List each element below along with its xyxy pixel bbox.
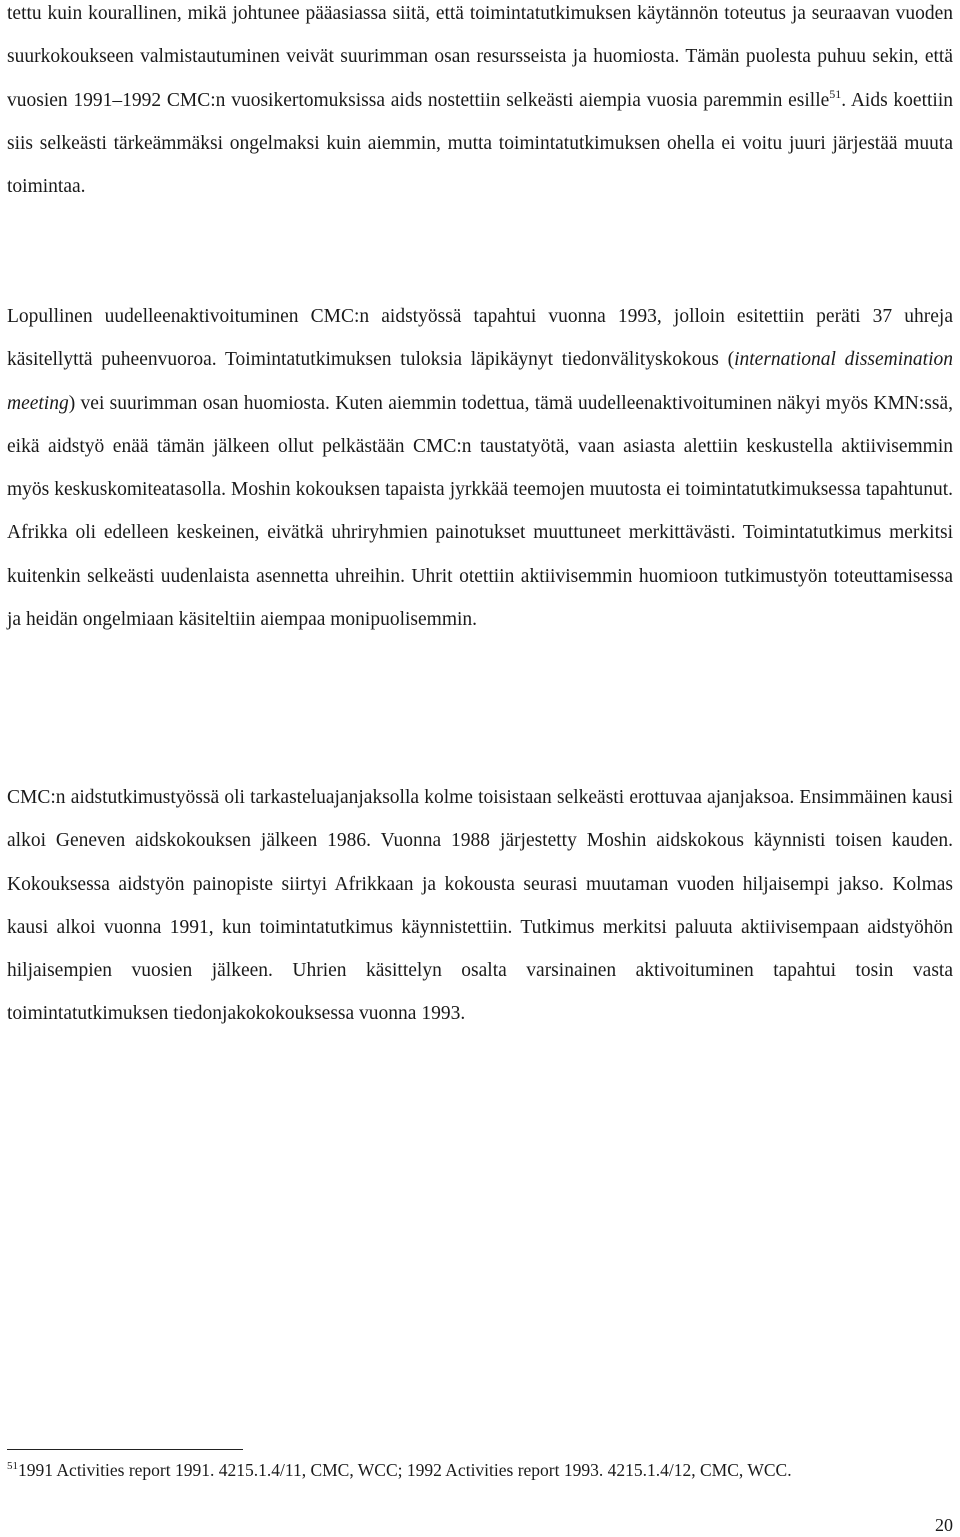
footnote-number: 51 bbox=[7, 1460, 18, 1472]
page-number: 20 bbox=[935, 1515, 953, 1535]
paragraph-2-text: Lopullinen uudelleenaktivoituminen CMC:n aidstyössä tapahtui vuonna 1993, jolloin esitettiin peräti 37 uhreja käsitellyttä puheenvuoroa. Toimintatutkimuksen tuloksia läpikäynyt tiedonvälityskokous ( bbox=[7, 306, 953, 371]
footnote-text: 1991 Activities report 1991. 4215.1.4/11, CMC, WCC; 1992 Activities report 1993. 4215.1.4/12, CMC, WCC. bbox=[18, 1460, 792, 1480]
footnote-reference[interactable]: 51 bbox=[829, 86, 842, 101]
paragraph-3: CMC:n aidstutkimustyössä oli tarkasteluajanjaksolla kolme toisistaan selkeästi erottuvaa ajanjaksoa. Ensimmäinen kausi alkoi Geneven aidskokouksen jälkeen 1986. Vuonna 1988 järjestetty Moshin aidskokous käynnisti toisen kauden. Kokouksessa aidstyön painopiste siirtyi Afrikkaan ja kokousta seurasi muutaman vuoden hiljaisempi jakso. Kolmas kausi alkoi vuonna 1991, kun toimintatutkimus käynnistettiin. Tutkimus merkitsi paluuta aktiivisempaan aidstyöhön hiljaisempien vuosien jälkeen. Uhrien käsittelyn osalta varsinainen aktivoituminen tapahtui tosin vasta toimintatutkimuksen tiedonjakokokouksessa vuonna 1993. bbox=[7, 787, 953, 1025]
footnote-divider bbox=[7, 1449, 243, 1450]
italic-phrase: international dissemination meeting bbox=[7, 349, 953, 414]
paragraph-1-text-continued: . Aids koettiin siis selkeästi tärkeämmäksi ongelmaksi kuin aiemmin, mutta toimintatutkimuksen ohella ei voitu juuri järjestää muuta toimintaa. bbox=[7, 89, 953, 198]
paragraph-2 bbox=[7, 295, 953, 641]
paragraph-1 bbox=[7, 0, 953, 208]
paragraph-1-text: tettu kuin kourallinen, mikä johtunee pääasiassa siitä, että toimintatutkimuksen käytännön toteutus ja seuraavan vuoden suurkokoukseen valmistautuminen veivät suurimman osan resursseista ja huomiosta. Tämän puolesta puhuu sekin, että vuosien 1991–1992 CMC:n vuosikertomuksissa aids nostettiin selkeästi aiempia vuosia paremmin esille bbox=[7, 3, 953, 111]
footnote bbox=[7, 1458, 953, 1482]
paragraph-2-text-continued: ) vei suurimman osan huomiosta. Kuten aiemmin todettua, tämä uudelleenaktivoituminen näkyi myös KMN:ssä, eikä aidstyö enää tämän jälkeen ollut pelkästään CMC:n taustatyötä, vaan asiasta alettiin keskustella aktiivisemmin myös keskuskomiteatasolla. Moshin kokouksen tapaista jyrkkää teemojen muutosta ei toimintatutkimuksessa tapahtunut. Afrikka oli edelleen keskeinen, eivätkä uhriryhmien painotukset muuttuneet merkittävästi. Toimintatutkimus merkitsi kuitenkin selkeästi uudenlaista asennetta uhreihin. Uhrit otettiin aktiivisemmin huomioon tutkimustyön toteuttamisessa ja heidän ongelmiaan käsiteltiin aiempaa monipuolisemmin. bbox=[7, 392, 953, 631]
